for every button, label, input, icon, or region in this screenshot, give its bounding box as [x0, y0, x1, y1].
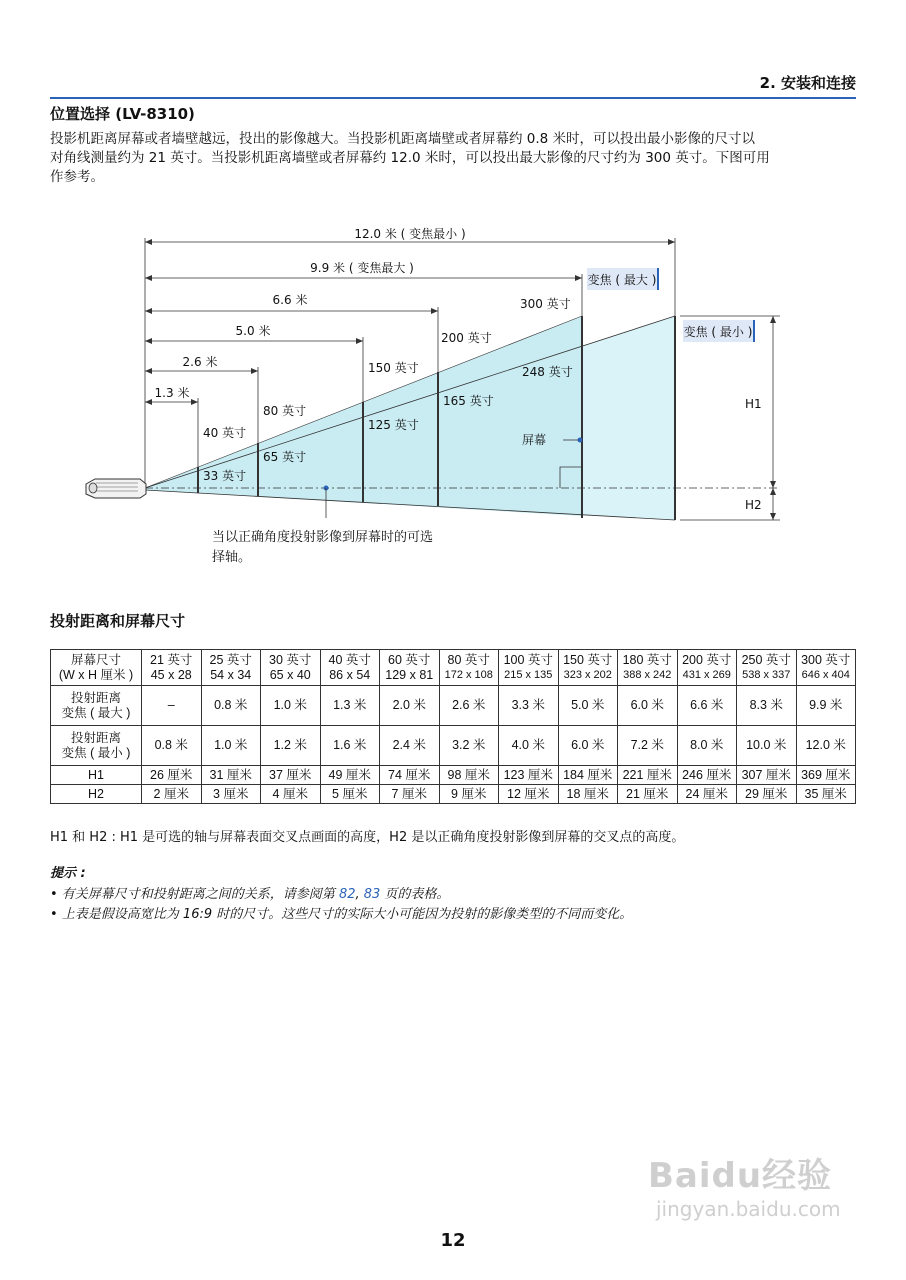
screen-size-label: 65 英寸 [263, 450, 307, 464]
table-cell: 26 厘米 [142, 766, 202, 785]
table-cell: 18 厘米 [558, 785, 618, 804]
screen-size-label: 248 英寸 [522, 365, 573, 379]
table-cell: 2.4 米 [380, 726, 440, 766]
tip-item: • 上表是假设高宽比为 16:9 时的尺寸。这些尺寸的实际大小可能因为投射的影像类型的不同而变化。 [50, 907, 633, 922]
screen-size-label: 80 英寸 [263, 404, 307, 418]
axis-note: 当以正确角度投射影像到屏幕时的可选 [212, 530, 434, 545]
screen-size-label: 40 英寸 [203, 426, 247, 440]
table-cell: 8.3 米 [737, 686, 797, 726]
table-cell: – [142, 686, 202, 726]
table-cell: 7 厘米 [380, 785, 440, 804]
page-link-82[interactable]: 82 [338, 887, 356, 902]
h1-label: H1 [745, 397, 762, 411]
table-cell: 24 厘米 [677, 785, 737, 804]
table-cell: 4 厘米 [261, 785, 321, 804]
table-cell: 37 厘米 [261, 766, 321, 785]
screen-size-label: 165 英寸 [443, 394, 494, 408]
table-cell: 21 英寸 45 x 28 [142, 650, 202, 686]
distance-label: 5.0 米 [235, 324, 271, 338]
table-cell: 4.0 米 [499, 726, 559, 766]
table-cell: 12.0 米 [796, 726, 856, 766]
table-cell: 1.0 米 [261, 686, 321, 726]
table-cell: 1.6 米 [320, 726, 380, 766]
table-header-cell: 投射距离 变焦 ( 最小 ) [51, 726, 142, 766]
table-row [51, 785, 856, 804]
watermark-url: jingyan.baidu.com [656, 1197, 841, 1221]
zoom-max-label: 变焦 ( 最大 ) [587, 273, 657, 287]
table-cell: 5.0 米 [558, 686, 618, 726]
distance-table [50, 649, 856, 804]
table-header-cell: H2 [51, 785, 142, 804]
table-cell: 21 厘米 [618, 785, 678, 804]
table-header-cell: 屏幕尺寸 (W x H 厘米 ) [51, 650, 142, 686]
table-cell: 0.8 米 [142, 726, 202, 766]
table-cell: 3 厘米 [201, 785, 261, 804]
table-cell: 1.3 米 [320, 686, 380, 726]
table-cell: 5 厘米 [320, 785, 380, 804]
watermark-brand: Baidu经验 [648, 1156, 833, 1196]
screen-label: 屏幕 [522, 433, 547, 447]
section-header: 2. 安装和连接 [50, 72, 856, 99]
table-cell: 74 厘米 [380, 766, 440, 785]
table-cell: 3.3 米 [499, 686, 559, 726]
table-cell: 123 厘米 [499, 766, 559, 785]
baidu-watermark [648, 1148, 841, 1221]
table-cell: 307 厘米 [737, 766, 797, 785]
tip-item: • 有关屏幕尺寸和投射距离之间的关系，请参阅第 82, 83 页的表格。 [50, 887, 450, 902]
table-cell: 8.0 米 [677, 726, 737, 766]
table-row [51, 650, 856, 686]
table-cell: 3.2 米 [439, 726, 499, 766]
screen-size-label: 33 英寸 [203, 469, 247, 483]
table-cell: 40 英寸 86 x 54 [320, 650, 380, 686]
table-cell: 60 英寸 129 x 81 [380, 650, 440, 686]
h1-h2-note: H1 和 H2 : H1 是可选的轴与屏幕表面交叉点画面的高度，H2 是以正确角度投射影像到屏幕的交叉点的高度。 [50, 830, 685, 845]
table-cell: 9.9 米 [796, 686, 856, 726]
table-cell: 2.6 米 [439, 686, 499, 726]
intro-line: 对角线测量约为 21 英寸。当投影机距离墙壁或者屏幕约 12.0 米时，可以投出最大影像的尺寸约为 300 英寸。下图可用 [50, 150, 770, 166]
table-cell: 30 英寸 65 x 40 [261, 650, 321, 686]
table-cell: 10.0 米 [737, 726, 797, 766]
page-title: 位置选择 (LV-8310) [50, 105, 195, 123]
table-header-cell: 投射距离 变焦 ( 最大 ) [51, 686, 142, 726]
table-cell: 25 英寸 54 x 34 [201, 650, 261, 686]
table-cell: 1.0 米 [201, 726, 261, 766]
table-cell: 2 厘米 [142, 785, 202, 804]
table-cell: 6.0 米 [558, 726, 618, 766]
distance-label: 6.6 米 [272, 293, 308, 307]
table-cell: 2.0 米 [380, 686, 440, 726]
projection-diagram [0, 0, 906, 580]
table-cell: 369 厘米 [796, 766, 856, 785]
table-cell: 0.8 米 [201, 686, 261, 726]
table-cell: 250 英寸 538 x 337 [737, 650, 797, 686]
table-cell: 80 英寸 172 x 108 [439, 650, 499, 686]
screen-size-label: 300 英寸 [520, 297, 571, 311]
distance-label: 12.0 米 ( 变焦最小 ) [354, 227, 466, 241]
intro-line: 作参考。 [50, 169, 104, 185]
table-cell: 49 厘米 [320, 766, 380, 785]
zoom-min-label: 变焦 ( 最小 ) [683, 325, 753, 339]
table-row [51, 726, 856, 766]
projector-icon [86, 479, 146, 498]
table-cell: 9 厘米 [439, 785, 499, 804]
distance-label: 1.3 米 [154, 386, 190, 400]
screen-pointer-dot [578, 438, 583, 443]
h2-label: H2 [745, 498, 762, 512]
table-cell: 7.2 米 [618, 726, 678, 766]
table-cell: 6.0 米 [618, 686, 678, 726]
axis-note: 择轴。 [212, 550, 252, 565]
table-cell: 100 英寸 215 x 135 [499, 650, 559, 686]
table-title: 投射距离和屏幕尺寸 [50, 612, 186, 630]
table-cell: 180 英寸 388 x 242 [618, 650, 678, 686]
table-cell: 246 厘米 [677, 766, 737, 785]
page-link-83[interactable]: 83 [363, 887, 381, 902]
table-cell: 98 厘米 [439, 766, 499, 785]
tips-title: 提示 : [50, 866, 86, 881]
table-cell: 300 英寸 646 x 404 [796, 650, 856, 686]
distance-label: 9.9 米 ( 变焦最大 ) [310, 261, 414, 275]
table-row [51, 766, 856, 785]
table-cell: 150 英寸 323 x 202 [558, 650, 618, 686]
table-cell: 31 厘米 [201, 766, 261, 785]
screen-size-label: 200 英寸 [441, 331, 492, 345]
table-cell: 35 厘米 [796, 785, 856, 804]
table-cell: 6.6 米 [677, 686, 737, 726]
screen-size-label: 125 英寸 [368, 418, 419, 432]
table-cell: 221 厘米 [618, 766, 678, 785]
table-cell: 29 厘米 [737, 785, 797, 804]
distance-label: 2.6 米 [182, 355, 218, 369]
table-cell: 1.2 米 [261, 726, 321, 766]
table-row [51, 686, 856, 726]
screen-size-label: 150 英寸 [368, 361, 419, 375]
intro-line: 投影机距离屏幕或者墙壁越远，投出的影像越大。当投影机距离墙壁或者屏幕约 0.8 米时，可以投出最小影像的尺寸以 [50, 131, 756, 147]
table-cell: 184 厘米 [558, 766, 618, 785]
page-number: 12 [440, 1230, 466, 1251]
table-header-cell: H1 [51, 766, 142, 785]
table-cell: 200 英寸 431 x 269 [677, 650, 737, 686]
table-cell: 12 厘米 [499, 785, 559, 804]
